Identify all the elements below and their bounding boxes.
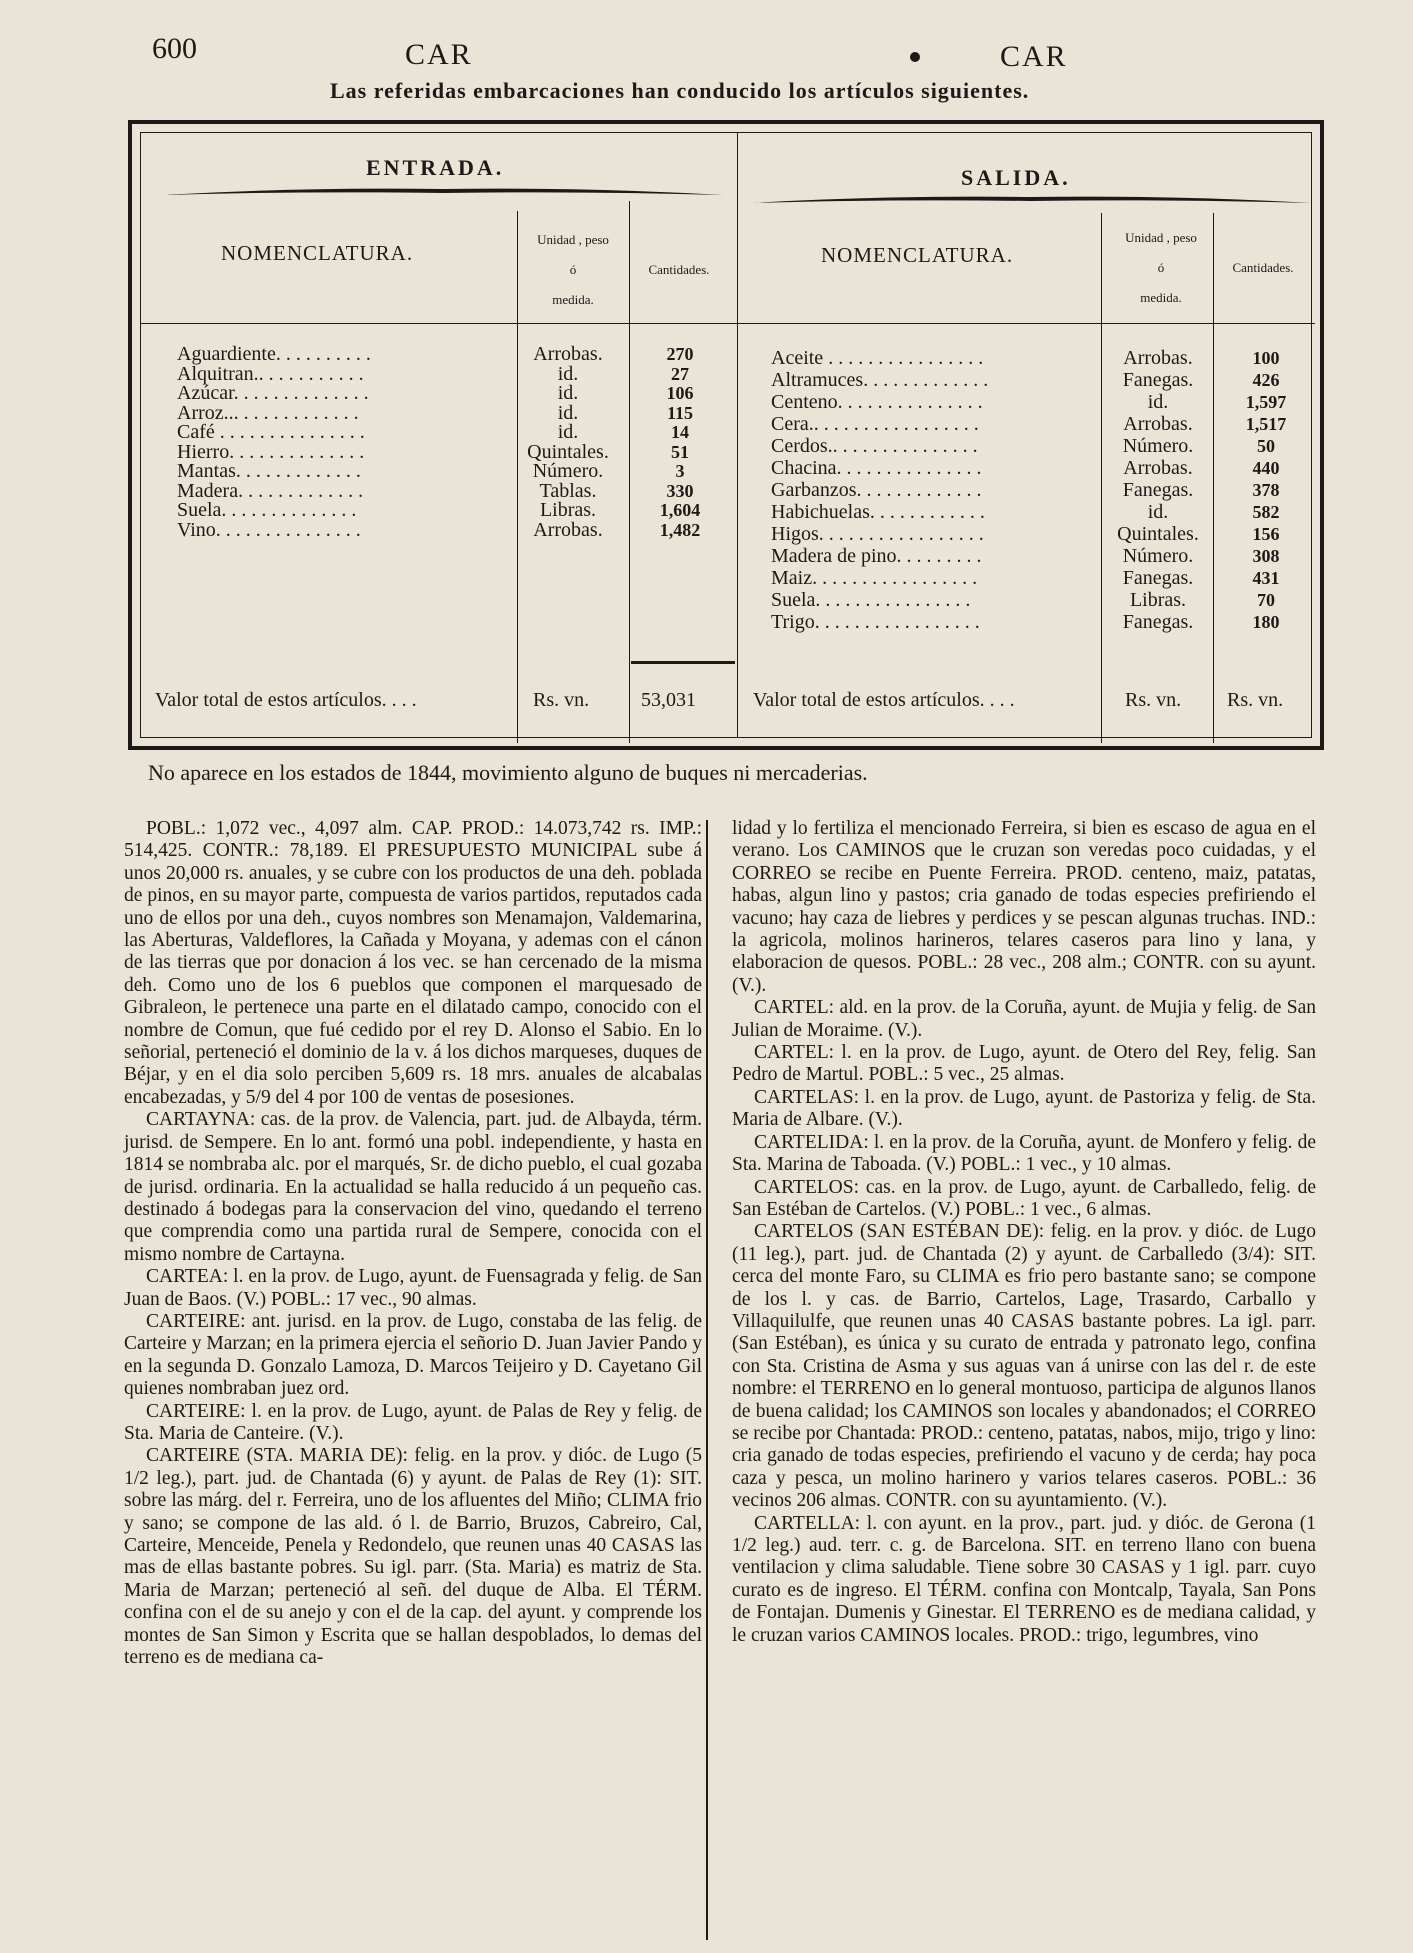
entrada-row-qty: 14: [671, 422, 689, 442]
salida-row-unit: id.: [1147, 391, 1169, 413]
salida-row-name: Higos. . . . . . . . . . . . . . . . .: [771, 523, 984, 545]
right-text-column: [732, 818, 1316, 1647]
entry-paragraph: CARTEA: l. en la prov. de Lugo, ayunt. de Fuensagrada y felig. de San Juan de Baos. (V.) POBL.: 17 vec., 90 almas.: [124, 1266, 702, 1310]
entry-paragraph: POBL.: 1,072 vec., 4,097 alm. CAP. PROD.: 14.073,742 rs. IMP.: 514,425. CONTR.: 78,189. El PRESUPUESTO MUNICIPAL sube á unos 20,000 rs. anuales, y se cubre con los productos de una deh. poblada de pinos, en su mayor parte, compuesta de varios partidos, reputados cada uno de ellos por una deh., cuyos nombres son Menamajon, Valdemarina, las Aberturas, Valdeflores, la Cañada y Moyana, y ademas con el cánon de las tierras que por donacion á los vec. se han cercenado de la misma deh. Como uno de los 6 pueblos que componen el marquesado de Gibraleon, le pertenece una parte en el dilatado campo, conocido con el nombre de Comun, que fué cedido por el rey D. Alonso el Sabio. En lo señorial, perteneció el dominio de la v. á los dichos marqueses, duques de Béjar, y en el dia solo perciben 5,609 rs. 18 mrs. anuales de alcabalas encabezadas, y 5/9 del 4 por 100 de ventas de posesiones.: [124, 818, 702, 1108]
trade-table: [128, 120, 1324, 750]
salida-row-name: Madera de pino. . . . . . . . .: [771, 545, 982, 567]
salida-row-name: Garbanzos. . . . . . . . . . . . .: [771, 479, 982, 501]
entrada-row-unit: id.: [557, 382, 579, 404]
salida-total-unit: Rs. vn.: [1125, 689, 1182, 711]
entry-paragraph: CARTELOS (SAN ESTÉBAN DE): felig. en la prov. y dióc. de Lugo (11 leg.), part. jud. de Chantada (2) y ayunt. de Carballedo (3/4): SIT. cerca del monte Faro, su CLIMA es frio pero bastante sano; se compone de los l. y cas. de Barrio, Cartelos, Lage, Trasardo, Carballo y Villaquilulfe, que reunen unas 40 CASAS bastante pobres. La igl. parr. (San Estéban), es única y su curato de entrada y patronato lego, confina con Sta. Cristina de Asma y sus aguas van á unirse con las del r. de este nombre: el TERRENO en lo general montuoso, participa de algunos llanos de buena calidad; los CAMINOS son locales y abandonados; el CORREO se recibe por Chantada: PROD.: centeno, patatas, nabos, mijo, trigo y lino: cria ganado de todas especies, prefiriendo el vacuno y de cerda; hay poca caza y pesca, un molino harinero y varios telares caseros. POBL.: 36 vecinos 206 almas. CONTR. con su ayuntamiento. (V.).: [732, 1221, 1316, 1512]
entrada-swoosh: [163, 185, 723, 197]
entrada-row-qty: 106: [666, 383, 694, 403]
entrada-title: ENTRADA.: [366, 155, 505, 180]
entrada-row-unit: Arrobas.: [533, 518, 603, 541]
entry-paragraph: CARTELLA: l. con ayunt. en la prov., part. jud. y dióc. de Gerona (1 1/2 leg.) aud. terr. c. g. de Barcelona. SIT. en terreno llano con buena ventilacion y clima saludable. Tiene sobre 30 CASAS y 1 igl. parr. cuyo curato es de ingreso. El TÉRM. confina con Montcalp, Tayala, San Pons de Fontajan. Dumenis y Ginestar. El TERRENO es de mediana calidad, y le cruzan varios CAMINOS locales. PROD.: trigo, legumbres, vino: [732, 1512, 1316, 1646]
entrada-row-name: Mantas. . . . . . . . . . . . .: [177, 460, 361, 482]
salida-total-label: Valor total de estos artículos. . . .: [753, 689, 1015, 711]
entrada-row-qty: 115: [666, 402, 693, 423]
salida-row-qty: 308: [1252, 546, 1280, 566]
entrada-col-unidad: Unidad , peso ó medida.: [537, 232, 609, 307]
salida-row-qty: 1,517: [1245, 414, 1287, 434]
salida-col-sep-2: [1213, 213, 1214, 743]
salida-row-unit: Libras.: [1129, 589, 1187, 611]
table-center-divider: [737, 133, 738, 737]
salida-row-name: Aceite . . . . . . . . . . . . . . . .: [771, 347, 984, 369]
entrada-head-rule: [141, 323, 737, 324]
salida-total-value: Rs. vn.: [1227, 689, 1284, 711]
entrada-total-value: 53,031: [641, 689, 696, 711]
left-text-column: [124, 818, 702, 1669]
salida-row-qty: 180: [1252, 612, 1280, 632]
table-inner-frame: [140, 132, 1312, 738]
entrada-row-qty: 27: [671, 363, 689, 384]
entry-paragraph: CARTELIDA: l. en la prov. de la Coruña, ayunt. de Monfero y felig. de Sta. Marina de Taboada. (V.) POBL.: 1 vec., y 10 almas.: [732, 1131, 1316, 1176]
salida-col-sep-1: [1101, 213, 1102, 743]
salida-row-qty: 100: [1252, 348, 1280, 368]
entrada-row-unit: id.: [557, 362, 579, 385]
entry-paragraph: CARTELAS: l. en la prov. de Lugo, ayunt. de Pastoriza y felig. de Sta. Maria de Albare. (V.).: [732, 1086, 1316, 1131]
salida-row-name: Suela. . . . . . . . . . . . . . . .: [771, 589, 971, 611]
salida-row-qty: 378: [1252, 480, 1280, 500]
page-number: 600: [152, 32, 197, 65]
entrada-col-nomenclatura: NOMENCLATURA.: [221, 241, 414, 265]
salida-title: SALIDA.: [961, 165, 1071, 190]
entrada-row-unit: id.: [557, 421, 579, 443]
salida-row-name: Habichuelas. . . . . . . . . . . .: [771, 501, 985, 523]
salida-row-name: Chacina. . . . . . . . . . . . . . .: [771, 457, 982, 479]
salida-row-name: Cera.. . . . . . . . . . . . . . . . .: [771, 413, 979, 435]
entrada-total-rule: [631, 661, 735, 664]
entrada-row-qty: 330: [666, 480, 694, 501]
salida-row-unit: Fanegas.: [1122, 479, 1194, 501]
entrada-row-name: Suela. . . . . . . . . . . . . .: [177, 499, 357, 521]
salida-row-name: Maiz. . . . . . . . . . . . . . . . .: [771, 567, 978, 589]
entrada-row-unit: Libras.: [539, 499, 597, 521]
salida-col-cantidades: Cantidades.: [1232, 260, 1294, 275]
entrada-row-qty: 51: [671, 441, 689, 462]
entrada-row-qty: 3: [675, 461, 685, 481]
salida-row-unit: Número.: [1122, 545, 1194, 567]
entrada-row-unit: Tablas.: [539, 479, 597, 502]
entrada-row-unit: id.: [557, 401, 579, 424]
entry-paragraph: CARTAYNA: cas. de la prov. de Valencia, part. jud. de Albayda, térm. jurisd. de Sempere. En lo ant. formó una pobl. independiente, y hasta en 1814 se nombraba alc. por el marqués, Sr. de dicho pueblo, el cual gozaba de jurisd. ordinaria. En la actualidad se halla reducido á un pequeño cas. destinado á bodegas para la conservacion del vino, quedando el terreno que comprendia como una partida rural de Sempere, conocida con el mismo nombre de Cartayna.: [124, 1109, 702, 1265]
entrada-row-unit: Número.: [532, 460, 604, 482]
entry-paragraph: CARTEIRE (STA. MARIA DE): felig. en la prov. y dióc. de Lugo (5 1/2 leg.), part. jud. de Chantada (6) y ayunt. de Palas de Rey (1): SIT. sobre las márg. del r. Ferreira, uno de los afluentes del Miño; CLIMA frio y sano; se compone de las ald. ó l. de Barrio, Bruzos, Cabreiro, Cal, Carteire, Menceide, Penela y Redondelo, que reunen unas 40 CASAS las mas de ellas bastante pobres. Su igl. parr. (Sta. Maria) es matriz de Sta. Maria de Marzan; perteneció al señ. del duque de Alba. El TÉRM. confina con el de su anejo y con el de la cap. del ayunt. y comprende los montes de San Simon y Escrita que se hallan despoblados, lo demas del terreno es de mediana ca-: [124, 1445, 702, 1669]
ornament-dot: [910, 52, 920, 62]
salida-row-unit: Fanegas.: [1122, 567, 1194, 589]
salida-row-qty: 1,597: [1245, 392, 1287, 412]
salida-row-unit: Arrobas.: [1123, 457, 1193, 479]
entry-paragraph: CARTEIRE: l. en la prov. de Lugo, ayunt. de Palas de Rey y felig. de Sta. Maria de Canteire. (V.).: [124, 1400, 702, 1444]
entry-paragraph: CARTEL: ald. en la prov. de la Coruña, ayunt. de Mujia y felig. de San Julian de Moraime. (V.).: [732, 997, 1316, 1041]
salida-col-nomenclatura: NOMENCLATURA.: [821, 243, 1014, 267]
entrada-col-sep-2: [629, 201, 630, 743]
entry-paragraph: lidad y lo fertiliza el mencionado Ferreira, si bien es escaso de agua en el verano. Los CAMINOS que le cruzan son veredas poco cuidadas, y el CORREO se recibe en Puente Ferreira. PROD. centeno, maiz, patatas, habas, algun lino y pastos; cria ganado de todas especies prefiriendo el vacuno; hay caza de liebres y perdices y se pescan algunas truchas. IND.: la agricola, molinos harineros, telares caseros para lino y lana, y elaboracion de quesos. POBL.: 28 vec., 208 alm.; CONTR. con su ayunt. (V.).: [732, 818, 1316, 996]
entrada-col-cantidades: Cantidades.: [648, 262, 710, 277]
column-rule: [706, 820, 708, 1940]
entrada-row-name: Vino. . . . . . . . . . . . . . .: [177, 518, 361, 541]
table-intro: Las referidas embarcaciones han conducido los artículos siguientes.: [330, 78, 1030, 103]
salida-row-unit: id.: [1147, 501, 1169, 523]
running-head-left: CAR: [405, 38, 473, 71]
salida-row-qty: 156: [1252, 524, 1280, 544]
note-1844: No aparece en los estados de 1844, movimiento alguno de buques ni mercaderias.: [148, 760, 868, 785]
salida-row-unit: Número.: [1122, 435, 1194, 457]
entry-paragraph: CARTELOS: cas. en la prov. de Lugo, ayunt. de Carballedo, felig. de San Estéban de Cartelos. (V.) POBL.: 1 vec., 6 almas.: [732, 1176, 1316, 1220]
salida-head-rule: [737, 323, 1315, 324]
entrada-row-name: Café . . . . . . . . . . . . . . .: [177, 421, 365, 443]
entrada-row-name: Arroz... . . . . . . . . . . . .: [177, 401, 359, 424]
entrada-row-qty: 1,482: [659, 519, 701, 540]
salida-row-unit: Fanegas.: [1122, 611, 1194, 633]
entrada-row-name: Hierro. . . . . . . . . . . . . .: [177, 440, 365, 463]
salida-row-qty: 70: [1257, 590, 1275, 610]
salida-row-name: Cerdos.. . . . . . . . . . . . . . .: [771, 435, 978, 457]
salida-col-unidad: Unidad , peso ó medida.: [1125, 230, 1197, 305]
salida-row-name: Trigo. . . . . . . . . . . . . . . . .: [771, 611, 980, 633]
salida-row-unit: Fanegas.: [1122, 369, 1194, 391]
salida-row-qty: 431: [1252, 568, 1280, 588]
entry-paragraph: CARTEIRE: ant. jurisd. en la prov. de Lugo, constaba de las felig. de Carteire y Marzan; en la primera ejercia el señorio D. Juan Javier Pando y en la segunda D. Gonzalo Lamoza, D. Marcos Teijeiro y D. Cayetano Gil quienes nombraban juez ord.: [124, 1310, 702, 1400]
entrada-row-qty: 1,604: [659, 500, 701, 520]
salida-row-qty: 50: [1257, 436, 1275, 456]
entrada-row-unit: Quintales.: [527, 440, 609, 463]
salida-row-unit: Arrobas.: [1123, 347, 1193, 369]
salida-row-unit: Quintales.: [1117, 523, 1199, 545]
entrada-row-qty: 270: [666, 344, 694, 364]
salida-row-name: Altramuces. . . . . . . . . . . . .: [771, 369, 989, 391]
salida-row-qty: 440: [1252, 458, 1280, 478]
entrada-total-unit: Rs. vn.: [533, 689, 590, 711]
entrada-total-label: Valor total de estos artículos. . . .: [155, 689, 417, 711]
entrada-row-name: Azúcar. . . . . . . . . . . . . .: [177, 382, 369, 404]
salida-swoosh: [751, 193, 1311, 205]
entry-paragraph: CARTEL: l. en la prov. de Lugo, ayunt. de Otero del Rey, felig. San Pedro de Martul. POBL.: 5 vec., 25 almas.: [732, 1042, 1316, 1086]
entrada-row-name: Aguardiente. . . . . . . . . .: [177, 343, 371, 365]
salida-row-qty: 426: [1252, 370, 1280, 390]
salida-row-name: Centeno. . . . . . . . . . . . . . .: [771, 391, 983, 413]
salida-row-qty: 582: [1252, 502, 1280, 522]
running-head-right: CAR: [1000, 40, 1068, 73]
entrada-row-name: Madera. . . . . . . . . . . . .: [177, 479, 364, 502]
entrada-row-unit: Arrobas.: [533, 343, 603, 365]
entrada-row-name: Alquitran.. . . . . . . . . . .: [177, 362, 364, 385]
salida-row-unit: Arrobas.: [1123, 413, 1193, 435]
